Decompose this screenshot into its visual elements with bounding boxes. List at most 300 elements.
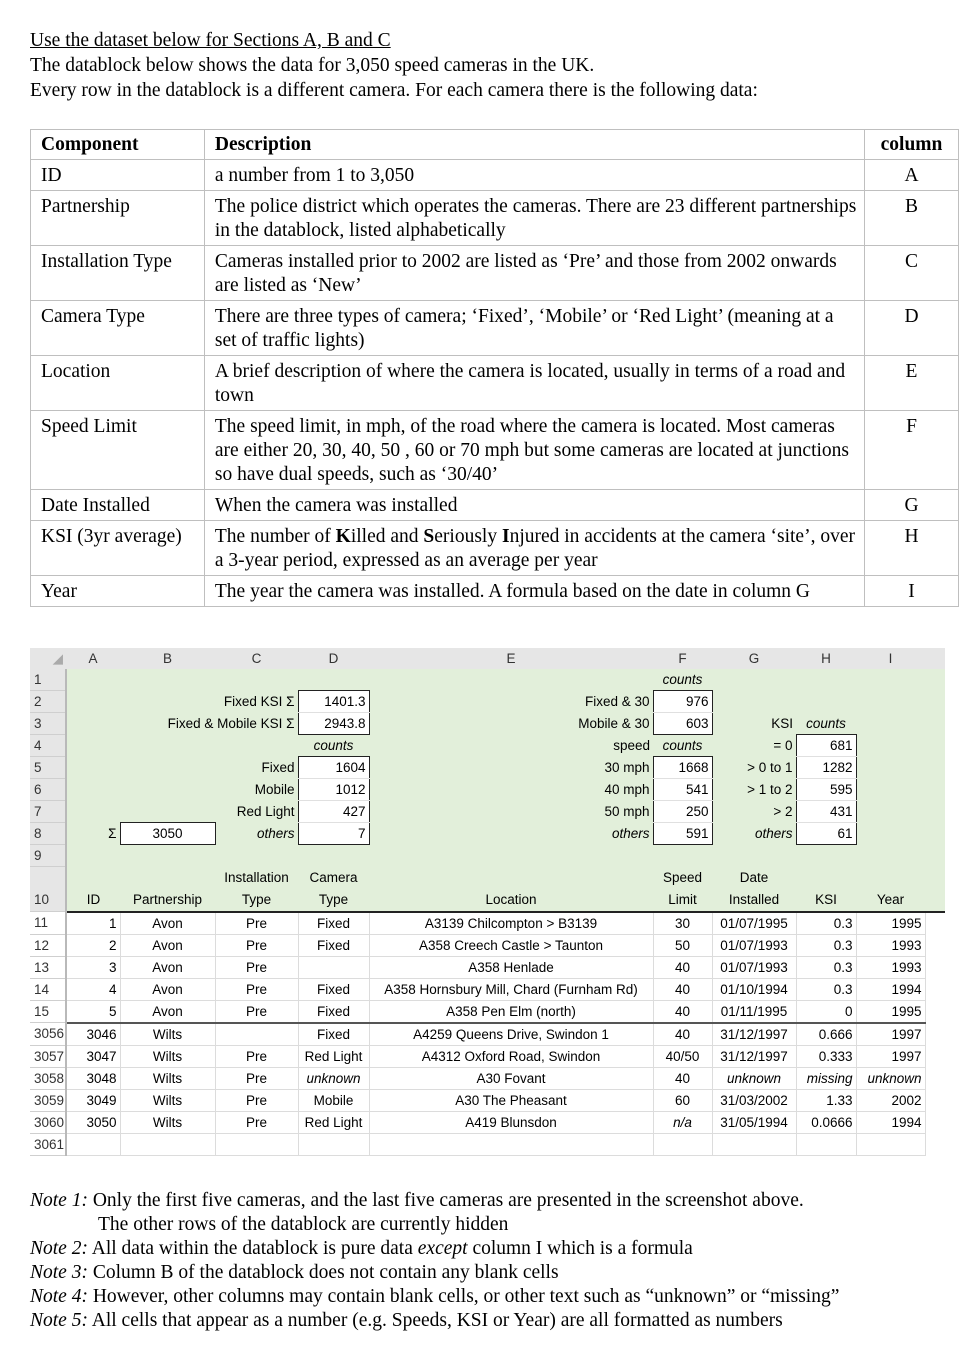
header-description: Description	[204, 130, 864, 160]
column-letter-cell: F	[865, 411, 959, 490]
data-cell[interactable]: 0.666	[796, 1023, 856, 1046]
mobile30-label: Mobile & 30	[369, 713, 653, 735]
data-cell[interactable]: A4312 Oxford Road, Swindon	[369, 1045, 653, 1067]
sigma-label: Σ	[66, 823, 120, 845]
description-row	[31, 576, 959, 607]
data-cell[interactable]: 40	[653, 1000, 712, 1023]
row-header[interactable]: 12	[30, 934, 66, 956]
col-header-a[interactable]: A	[66, 648, 120, 669]
note-label: Note 2:	[30, 1238, 88, 1259]
header-column: column	[865, 130, 959, 160]
column-heading	[712, 867, 796, 912]
data-cell[interactable]: 3050	[66, 1111, 120, 1133]
description-part: eriously	[434, 526, 502, 547]
note	[30, 1261, 839, 1285]
data-cell[interactable]: A3139 Chilcompton > B3139	[369, 912, 653, 935]
data-cell[interactable]: 4	[66, 978, 120, 1000]
description-cell: When the camera was installed	[204, 490, 864, 521]
cell	[653, 845, 712, 867]
heading-line-2: Partnership	[132, 891, 203, 907]
ksi-label: KSI	[712, 713, 796, 735]
data-cell[interactable]: A30 The Pheasant	[369, 1089, 653, 1111]
heading-line-1: Installation	[224, 869, 289, 885]
ksi-band-value[interactable]: 431	[796, 801, 856, 823]
data-cell[interactable]: Avon	[120, 934, 215, 956]
description-part: njured in accidents at the camera ‘site’, over a 3-year period, expressed as an average per year	[214, 526, 855, 571]
fixed-mobile-ksi-label: Fixed & Mobile KSI Σ	[120, 713, 298, 735]
description-cell: a number from 1 to 3,050	[204, 160, 864, 191]
data-cell[interactable]: Pre	[215, 1089, 298, 1111]
camera-type-count[interactable]: 7	[298, 823, 369, 845]
column-heading	[215, 867, 298, 912]
row-header[interactable]: 11	[30, 912, 66, 935]
description-cell	[204, 521, 864, 576]
note-text: All data within the datablock is pure data	[91, 1238, 418, 1259]
note-label: Note 5:	[30, 1310, 88, 1331]
cell	[925, 1000, 945, 1023]
data-cell[interactable]: unknown	[856, 1067, 925, 1089]
data-cell[interactable]: Avon	[120, 956, 215, 978]
data-cell[interactable]: 2	[66, 934, 120, 956]
data-cell[interactable]: A358 Henlade	[369, 956, 653, 978]
data-cell[interactable]: Avon	[120, 912, 215, 935]
data-cell[interactable]	[796, 1133, 856, 1155]
data-cell[interactable]: 60	[653, 1089, 712, 1111]
camera-type-label: Red Light	[215, 801, 298, 823]
cell	[925, 956, 945, 978]
note	[30, 1285, 839, 1309]
data-cell[interactable]: Fixed	[298, 1000, 369, 1023]
ksi-band-value[interactable]: 595	[796, 779, 856, 801]
cell	[856, 779, 925, 801]
col-header-i[interactable]: I	[856, 648, 925, 669]
data-cell[interactable]: 1997	[856, 1045, 925, 1067]
camera-type-count[interactable]: 427	[298, 801, 369, 823]
data-cell[interactable]: unknown	[712, 1067, 796, 1089]
row-header[interactable]: 3061	[30, 1133, 66, 1155]
data-cell[interactable]: 3047	[66, 1045, 120, 1067]
datablock-header-row	[30, 867, 945, 912]
component-cell: KSI (3yr average)	[31, 521, 205, 576]
note-text: except	[417, 1238, 468, 1259]
ksi-band-label: > 2	[712, 801, 796, 823]
data-cell[interactable]	[66, 1133, 120, 1155]
data-cell[interactable]: 01/07/1995	[712, 912, 796, 935]
row-header[interactable]: 7	[30, 801, 66, 823]
intro-line-2: Every row in the datablock is a different camera. For each camera there is the following data:	[30, 80, 758, 101]
data-cell[interactable]: 01/10/1994	[712, 978, 796, 1000]
description-cell: The speed limit, in mph, of the road where the camera is located. Most cameras are either 20, 30, 40, 50 , 60 or 70 mph but some cameras are located at junctions so have dual speeds, such as ‘30/40’	[204, 411, 864, 490]
data-cell[interactable]: Pre	[215, 1045, 298, 1067]
description-part: I	[501, 526, 510, 547]
fixed-mobile-ksi-value[interactable]: 2943.8	[298, 713, 369, 735]
select-all-corner[interactable]: ◢	[30, 648, 66, 669]
row-header[interactable]: 15	[30, 1000, 66, 1023]
data-cell[interactable]: 31/03/2002	[712, 1089, 796, 1111]
heading-line-2: KSI	[815, 891, 837, 907]
fixed30-label: Fixed & 30	[369, 691, 653, 713]
data-cell[interactable]: 50	[653, 934, 712, 956]
note	[30, 1309, 839, 1333]
heading-line-1: Date	[739, 869, 769, 885]
intro-line-1: The datablock below shows the data for 3,050 speed cameras in the UK.	[30, 55, 595, 76]
column-heading	[653, 867, 712, 912]
col-header-d[interactable]: D	[298, 648, 369, 669]
data-cell[interactable]: Red Light	[298, 1045, 369, 1067]
camera-type-count[interactable]: 1604	[298, 757, 369, 779]
cell	[856, 845, 925, 867]
row-header[interactable]: 9	[30, 845, 66, 867]
cell	[925, 845, 945, 867]
data-cell[interactable]	[653, 1133, 712, 1155]
data-cell[interactable]: Avon	[120, 1000, 215, 1023]
data-cell[interactable]	[856, 1133, 925, 1155]
spreadsheet-grid	[30, 648, 945, 1156]
data-cell[interactable]: missing	[796, 1067, 856, 1089]
data-cell[interactable]: 40	[653, 1023, 712, 1046]
row-header[interactable]: 3	[30, 713, 66, 735]
note-text: Column B of the datablock does not contain any blank cells	[92, 1262, 559, 1283]
data-cell[interactable]: 31/12/1997	[712, 1023, 796, 1046]
column-heading	[66, 867, 120, 912]
heading-line-2: Year	[876, 891, 905, 907]
col-header-c[interactable]: C	[215, 648, 298, 669]
data-cell[interactable]: Wilts	[120, 1111, 215, 1133]
data-cell[interactable]: Red Light	[298, 1111, 369, 1133]
data-cell[interactable]: 1994	[856, 978, 925, 1000]
data-cell[interactable]: 40/50	[653, 1045, 712, 1067]
data-cell[interactable]: 1997	[856, 1023, 925, 1046]
cell	[925, 823, 945, 845]
camera-row	[30, 956, 945, 978]
component-cell: Date Installed	[31, 490, 205, 521]
cell	[298, 845, 369, 867]
fixed-ksi-label: Fixed KSI Σ	[215, 691, 298, 713]
data-cell[interactable]: Fixed	[298, 978, 369, 1000]
data-cell[interactable]: 3048	[66, 1067, 120, 1089]
cell	[925, 1133, 945, 1155]
heading-line-2: Type	[241, 891, 272, 907]
cell	[925, 801, 945, 823]
data-cell[interactable]: 01/07/1993	[712, 956, 796, 978]
heading-line-1: Speed	[662, 869, 703, 885]
data-cell[interactable]: 1.33	[796, 1089, 856, 1111]
cell	[925, 757, 945, 779]
note-label: Note 1:	[30, 1190, 88, 1211]
data-cell[interactable]: 5	[66, 1000, 120, 1023]
row-header[interactable]: 8	[30, 823, 66, 845]
data-cell[interactable]: Pre	[215, 1111, 298, 1133]
row-header[interactable]: 14	[30, 978, 66, 1000]
camera-type-label: others	[215, 823, 298, 845]
column-letter-cell: A	[865, 160, 959, 191]
data-cell[interactable]: Mobile	[298, 1089, 369, 1111]
description-cell: A brief description of where the camera is located, usually in terms of a road and town	[204, 356, 864, 411]
data-cell[interactable]: 0.3	[796, 912, 856, 935]
cell	[925, 779, 945, 801]
data-cell[interactable]: Pre	[215, 1000, 298, 1023]
col-header-f[interactable]: F	[653, 648, 712, 669]
row-header[interactable]: 5	[30, 757, 66, 779]
cell	[120, 845, 215, 867]
data-cell[interactable]: Wilts	[120, 1045, 215, 1067]
ksi-band-value[interactable]: 61	[796, 823, 856, 845]
data-cell[interactable]: 3	[66, 956, 120, 978]
row-header[interactable]: 3057	[30, 1045, 66, 1067]
speed-label: 50 mph	[369, 801, 653, 823]
description-cell: The year the camera was installed. A formula based on the date in column G	[204, 576, 864, 607]
data-cell[interactable]: Pre	[215, 956, 298, 978]
data-cell[interactable]	[712, 1133, 796, 1155]
cell	[925, 867, 945, 912]
description-row	[31, 411, 959, 490]
data-cell[interactable]: A419 Blunsdon	[369, 1111, 653, 1133]
col-header-g[interactable]: G	[712, 648, 796, 669]
total-count-value[interactable]: 3050	[120, 823, 215, 845]
cell	[796, 845, 856, 867]
heading-line-2: Installed	[728, 891, 780, 907]
data-cell[interactable]: Fixed	[298, 1023, 369, 1046]
data-cell[interactable]: A358 Creech Castle > Taunton	[369, 934, 653, 956]
cell	[66, 801, 120, 823]
row-header[interactable]: 10	[30, 867, 66, 912]
speed-label: 40 mph	[369, 779, 653, 801]
column-letter-cell: I	[865, 576, 959, 607]
data-cell[interactable]: 0.3	[796, 978, 856, 1000]
note-text: However, other columns may contain blank cells, or other text such as “unknown” or “missing”	[92, 1286, 840, 1307]
ksi-counts-label: counts	[796, 713, 856, 735]
camera-type-label: Fixed	[215, 757, 298, 779]
data-cell[interactable]: 0.0666	[796, 1111, 856, 1133]
data-cell[interactable]: 1993	[856, 956, 925, 978]
camera-row	[30, 1023, 945, 1046]
column-header-row	[30, 648, 945, 669]
cell	[120, 757, 215, 779]
camera-type-label: Mobile	[215, 779, 298, 801]
cell	[66, 779, 120, 801]
camera-row	[30, 1067, 945, 1089]
data-cell[interactable]: 3046	[66, 1023, 120, 1046]
data-cell[interactable]: Pre	[215, 912, 298, 935]
row-header[interactable]: 3060	[30, 1111, 66, 1133]
component-cell: Camera Type	[31, 301, 205, 356]
data-cell[interactable]: Wilts	[120, 1089, 215, 1111]
cell	[856, 823, 925, 845]
camera-row	[30, 934, 945, 956]
cell	[925, 1067, 945, 1089]
data-cell[interactable]: Avon	[120, 978, 215, 1000]
data-cell[interactable]: Pre	[215, 934, 298, 956]
row-header[interactable]: 6	[30, 779, 66, 801]
data-cell[interactable]: 40	[653, 956, 712, 978]
component-description-table	[30, 129, 959, 607]
data-cell[interactable]: 3049	[66, 1089, 120, 1111]
cell	[856, 801, 925, 823]
intro	[30, 28, 758, 103]
cell	[925, 1045, 945, 1067]
column-heading	[298, 867, 369, 912]
cell	[925, 978, 945, 1000]
note-label: Note 3:	[30, 1262, 88, 1283]
data-cell[interactable]: 0	[796, 1000, 856, 1023]
camera-row	[30, 912, 945, 935]
description-part: K	[335, 526, 351, 547]
description-cell: Cameras installed prior to 2002 are listed as ‘Pre’ and those from 2002 onwards are listed as ‘New’	[204, 246, 864, 301]
data-cell[interactable]: A358 Pen Elm (north)	[369, 1000, 653, 1023]
fixed-ksi-value[interactable]: 1401.3	[298, 691, 369, 713]
data-cell[interactable]: 1995	[856, 912, 925, 935]
note-text: column I which is a formula	[467, 1238, 693, 1259]
ksi-band-value[interactable]: 681	[796, 735, 856, 757]
data-cell[interactable]: 40	[653, 1067, 712, 1089]
data-cell[interactable]: 1	[66, 912, 120, 935]
data-cell[interactable]: 31/05/1994	[712, 1111, 796, 1133]
counts-label: counts	[653, 669, 712, 691]
data-cell[interactable]: 1994	[856, 1111, 925, 1133]
col-header-e[interactable]: E	[369, 648, 653, 669]
description-row	[31, 490, 959, 521]
row-header[interactable]: 1	[30, 669, 66, 691]
data-cell[interactable]: 0.3	[796, 934, 856, 956]
camera-row	[30, 1133, 945, 1155]
component-cell: Year	[31, 576, 205, 607]
speed-label: speed	[369, 735, 653, 757]
heading-line-2: Location	[485, 891, 537, 907]
data-cell[interactable]: 0.3	[796, 956, 856, 978]
data-cell[interactable]: A358 Hornsbury Mill, Chard (Furnham Rd)	[369, 978, 653, 1000]
column-letter-cell: B	[865, 191, 959, 246]
data-cell[interactable]: 1995	[856, 1000, 925, 1023]
row-header[interactable]: 4	[30, 735, 66, 757]
camera-row	[30, 1089, 945, 1111]
component-cell: Speed Limit	[31, 411, 205, 490]
column-letter-cell: E	[865, 356, 959, 411]
note-label: Note 4:	[30, 1286, 88, 1307]
header-component: Component	[31, 130, 205, 160]
note-text: All cells that appear as a number (e.g. Speeds, KSI or Year) are all formatted as numbers	[91, 1310, 783, 1331]
ksi-band-label: others	[712, 823, 796, 845]
description-row	[31, 301, 959, 356]
col-header-blank	[925, 648, 945, 669]
description-row	[31, 191, 959, 246]
heading-line-1: Camera	[309, 869, 358, 885]
data-cell[interactable]: 30	[653, 912, 712, 935]
cell	[712, 845, 796, 867]
data-cell[interactable]	[215, 1133, 298, 1155]
data-cell[interactable]: 40	[653, 978, 712, 1000]
data-cell[interactable]	[120, 1133, 215, 1155]
fixed30-value[interactable]: 976	[653, 691, 712, 713]
data-cell[interactable]: 01/07/1993	[712, 934, 796, 956]
col-header-h[interactable]: H	[796, 648, 856, 669]
ksi-band-label: = 0	[712, 735, 796, 757]
description-cell: There are three types of camera; ‘Fixed’, ‘Mobile’ or ‘Red Light’ (meaning at a set of traffic lights)	[204, 301, 864, 356]
cell	[66, 845, 120, 867]
column-letter-cell: D	[865, 301, 959, 356]
data-cell[interactable]: Fixed	[298, 912, 369, 935]
speed-count[interactable]: 1668	[653, 757, 712, 779]
cell	[66, 757, 120, 779]
data-cell[interactable]: 31/12/1997	[712, 1045, 796, 1067]
type-counts-label: counts	[298, 735, 369, 757]
mobile30-value[interactable]: 603	[653, 713, 712, 735]
data-cell[interactable]: Pre	[215, 1067, 298, 1089]
data-cell[interactable]: Pre	[215, 978, 298, 1000]
data-cell[interactable]: 1993	[856, 934, 925, 956]
note	[30, 1237, 839, 1261]
ksi-band-label: > 0 to 1	[712, 757, 796, 779]
data-cell[interactable]: 2002	[856, 1089, 925, 1111]
speed-count[interactable]: 591	[653, 823, 712, 845]
cell	[925, 934, 945, 956]
cell	[120, 779, 215, 801]
data-cell[interactable]: Wilts	[120, 1067, 215, 1089]
camera-row	[30, 1000, 945, 1023]
column-letter-cell: H	[865, 521, 959, 576]
data-cell[interactable]	[298, 956, 369, 978]
description-part: S	[423, 526, 435, 547]
camera-type-count[interactable]: 1012	[298, 779, 369, 801]
heading-line-2: Type	[318, 891, 349, 907]
data-cell[interactable]: A4259 Queens Drive, Swindon 1	[369, 1023, 653, 1046]
data-cell[interactable]: A30 Fovant	[369, 1067, 653, 1089]
col-header-b[interactable]: B	[120, 648, 215, 669]
description-part: The number of	[214, 526, 336, 547]
description-cell: The police district which operates the cameras. There are 23 different partnerships in the datablock, listed alphabetically	[204, 191, 864, 246]
row-header[interactable]: 13	[30, 956, 66, 978]
column-heading	[120, 867, 215, 912]
data-cell[interactable]: n/a	[653, 1111, 712, 1133]
cell	[120, 801, 215, 823]
note-continuation: The other rows of the datablock are currently hidden	[98, 1214, 509, 1235]
column-heading	[796, 867, 856, 912]
data-cell[interactable]	[215, 1023, 298, 1046]
speed-counts-label: counts	[653, 735, 712, 757]
camera-row	[30, 978, 945, 1000]
data-cell[interactable]: Fixed	[298, 934, 369, 956]
ksi-band-value[interactable]: 1282	[796, 757, 856, 779]
cell	[369, 845, 653, 867]
ksi-band-label: > 1 to 2	[712, 779, 796, 801]
row-header[interactable]: 3056	[30, 1023, 66, 1046]
speed-count[interactable]: 250	[653, 801, 712, 823]
data-cell[interactable]: unknown	[298, 1067, 369, 1089]
data-cell[interactable]: Wilts	[120, 1023, 215, 1046]
cell	[925, 1111, 945, 1133]
column-heading	[369, 867, 653, 912]
speed-count[interactable]: 541	[653, 779, 712, 801]
description-row	[31, 521, 959, 576]
data-cell[interactable]	[298, 1133, 369, 1155]
note-text: Only the first five cameras, and the last five cameras are presented in the screenshot above.	[92, 1190, 804, 1211]
data-cell[interactable]: 0.333	[796, 1045, 856, 1067]
section-title: Use the dataset below for Sections A, B and C	[30, 30, 391, 51]
component-cell: ID	[31, 160, 205, 191]
description-part: illed and	[350, 526, 424, 547]
description-row	[31, 160, 959, 191]
column-letter-cell: C	[865, 246, 959, 301]
row-header[interactable]: 2	[30, 691, 66, 713]
row-header[interactable]: 3058	[30, 1067, 66, 1089]
cell	[925, 912, 945, 935]
row-header[interactable]: 3059	[30, 1089, 66, 1111]
column-letter-cell: G	[865, 490, 959, 521]
data-cell[interactable]	[369, 1133, 653, 1155]
data-cell[interactable]: 01/11/1995	[712, 1000, 796, 1023]
cell	[925, 1089, 945, 1111]
note	[30, 1189, 839, 1213]
component-cell: Installation Type	[31, 246, 205, 301]
